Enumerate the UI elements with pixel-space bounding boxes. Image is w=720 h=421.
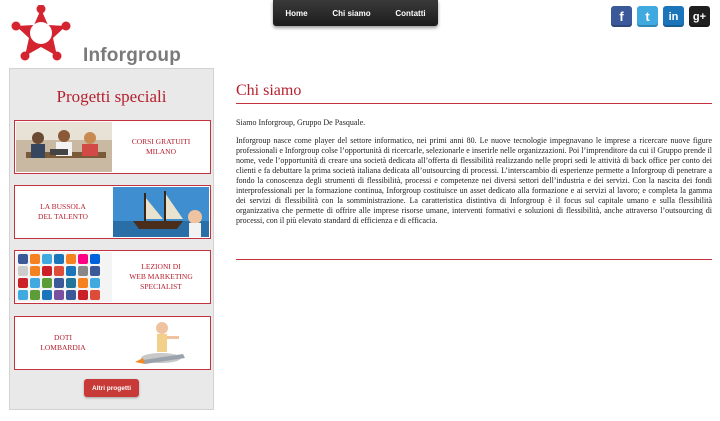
nav-home[interactable]: Home xyxy=(285,8,308,18)
page-title: Chi siamo xyxy=(236,82,302,99)
students-image xyxy=(16,122,112,172)
main-content xyxy=(236,82,712,226)
promo-label: CORSI GRATUITI MILANO xyxy=(131,137,191,156)
linkedin-icon[interactable]: in xyxy=(663,6,684,27)
sidebar-title: Progetti speciali xyxy=(56,87,167,106)
promo-web-marketing[interactable] xyxy=(14,250,211,304)
promo-label: DOTI LOMBARDIA xyxy=(40,333,86,352)
title-divider xyxy=(236,103,712,104)
about-paragraph: Inforgroup nasce come player del settore informatico, nei primi anni 80. Le nuove tecnologie impegnavano le imprese a ricercare nuove figure professionali e Inforgroup colse l’opportunità di ricercarle, selezionarle e inserirle nelle organizzazioni. Poi l’imprenditore da cui il Gruppo prende il nome, vede l’opportunità di creare una società dedicata all’offerta di flessibilità realizzando nelle propri sedi le attività di back office per conto dei clienti e fa debuttare la prima società italiana dedicata all’outsourcing di processi. L’interscambio di esperienze permette a Inforgroup di penetrare a fondo la conoscenza degli strumenti di flessibilità, processi e competenze nei diversi settori dell’industria e dei servizi. Con la nascita dei fondi interprofessionali per la formazione continua, Inforgroup costituisce un asset dedicato alla formazione e ai servizi al lavoro; e completa la gamma dei servizi di flessibilità con la somministrazione. La caratteristica distintiva di Inforgroup è il focus sul capitale umano e sulla flessibilità organizzativa che permette di offrire alle imprese risorse umane, interventi formativi e soluzioni di flessibilità, anche attraverso l’outsourcing di processi, con il più elevato standard di efficienza e di efficacia. xyxy=(236,136,712,225)
inforgroup-logo[interactable] xyxy=(8,5,182,66)
logo-text: Inforgroup xyxy=(83,45,182,66)
promo-label: LEZIONI DI WEB MARKETING SPECIALIST xyxy=(129,262,193,291)
facebook-icon[interactable]: f xyxy=(611,6,632,27)
promo-bussola-talento[interactable] xyxy=(14,185,211,239)
promo-corsi-gratuiti[interactable] xyxy=(14,120,211,174)
top-navigation xyxy=(273,0,438,26)
nav-contatti[interactable]: Contatti xyxy=(395,8,426,18)
logo-star-icon xyxy=(8,5,78,65)
sidebar-progetti-speciali xyxy=(9,68,214,410)
nav-chi-siamo[interactable]: Chi siamo xyxy=(332,8,371,18)
rocket-man-image xyxy=(113,318,209,368)
promo-label: LA BUSSOLA DEL TALENTO xyxy=(38,202,88,221)
social-icons-collage-image xyxy=(16,252,112,302)
bottom-divider xyxy=(236,259,712,260)
promo-doti-lombardia[interactable] xyxy=(14,316,211,370)
intro-text: Siamo Inforgroup, Gruppo De Pasquale. xyxy=(236,118,366,127)
googleplus-icon[interactable]: g+ xyxy=(689,6,710,27)
twitter-icon[interactable]: t xyxy=(637,6,658,27)
altri-progetti-button[interactable]: Altri progetti xyxy=(84,379,139,397)
ship-image xyxy=(113,187,209,237)
social-links xyxy=(611,6,710,27)
